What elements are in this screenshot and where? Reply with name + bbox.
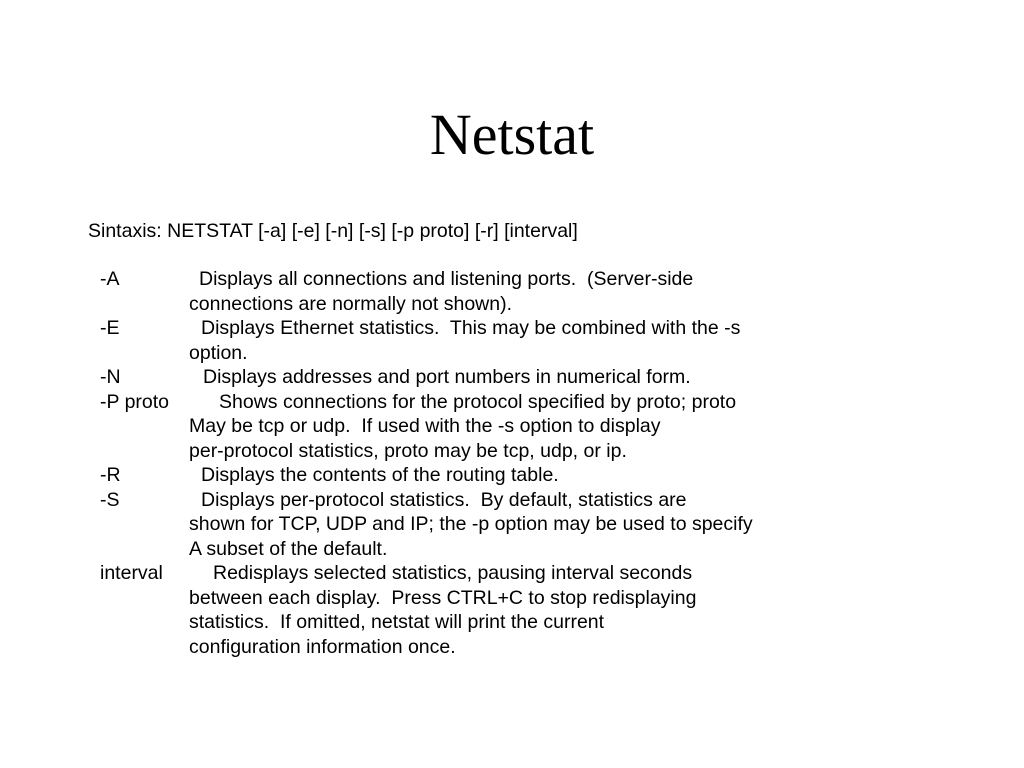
option-description-line: Displays per-protocol statistics. By default, statistics are xyxy=(201,488,687,511)
option-description-line: Displays the contents of the routing table. xyxy=(201,464,559,486)
option-description-line: Displays addresses and port numbers in numerical form. xyxy=(203,366,691,388)
option-description-line: Displays Ethernet statistics. This may be combined with the -s xyxy=(201,317,741,339)
option-description-line: May be tcp or udp. If used with the -s option to display xyxy=(189,415,661,437)
option-description-line: configuration information once. xyxy=(189,635,456,658)
option-flag: -E xyxy=(100,317,120,339)
option-description-line: A subset of the default. xyxy=(189,537,388,560)
option-description-line: statistics. If omitted, netstat will print the current xyxy=(189,611,605,633)
option-description-line: Displays all connections and listening ports. (Server-side xyxy=(199,268,694,290)
option-description-line: per-protocol statistics, proto may be tcp, udp, or ip. xyxy=(189,439,627,462)
option-description-line: Shows connections for the protocol specified by proto; proto xyxy=(219,390,737,413)
option-description-line: shown for TCP, UDP and IP; the -p option may be used to specify xyxy=(189,513,753,535)
option-description-line: connections are normally not shown). xyxy=(189,292,512,315)
slide-title: Netstat xyxy=(429,102,595,167)
option-flag: -A xyxy=(100,268,120,290)
option-description-line: between each display. Press CTRL+C to stop redisplaying xyxy=(189,586,697,609)
syntax-line: Sintaxis: NETSTAT [-a] [-e] [-n] [-s] [-p proto] [-r] [interval] xyxy=(88,220,578,242)
option-flag: -S xyxy=(100,488,120,511)
option-description-line: Redisplays selected statistics, pausing interval seconds xyxy=(213,562,693,584)
option-description-line: option. xyxy=(189,341,248,364)
option-flag: -R xyxy=(100,464,121,486)
option-flag: -P proto xyxy=(100,390,170,413)
option-flag: interval xyxy=(100,562,163,584)
option-flag: -N xyxy=(100,366,121,388)
